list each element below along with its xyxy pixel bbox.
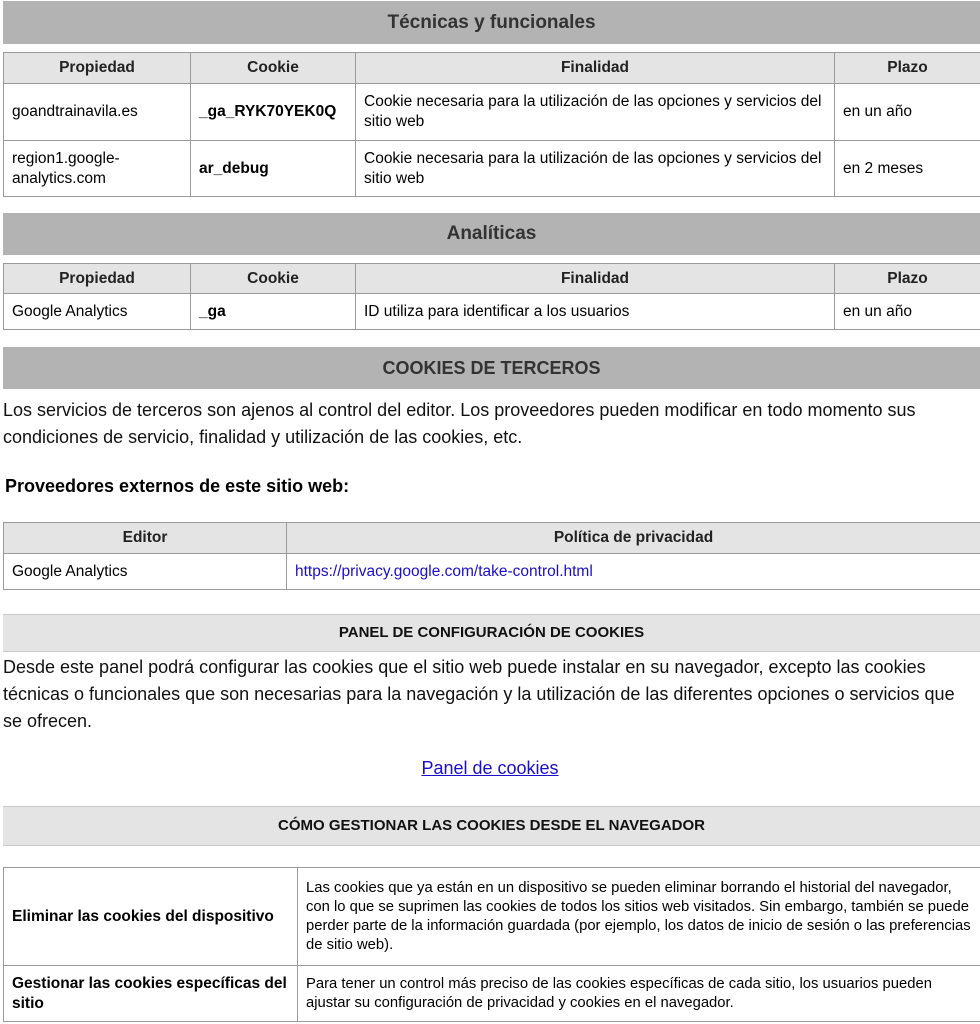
proveedores-table [3,522,980,590]
cell-finalidad: Cookie necesaria para la utilización de las opciones y servicios del sitio web [356,141,835,197]
table-row [4,294,980,330]
cell-accion: Eliminar las cookies del dispositivo [4,868,298,966]
cell-propiedad: region1.google-analytics.com [4,141,191,197]
panel-description: Desde este panel podrá configurar las cookies que el sitio web puede instalar en su navegador, excepto las cookies técnicas o funcionales que son necesarias para la navegación y la utilización de las diferentes opciones o servicios que se ofrecen. [3,657,955,731]
cell-accion: Gestionar las cookies específicas del sitio [4,966,298,1022]
cell-descripcion: Para tener un control más preciso de las cookies específicas de cada sitio, los usuarios pueden ajustar su configuración de privacidad y cookies en el navegador. [298,966,980,1022]
cell-cookie: _ga_RYK70YEK0Q [191,84,356,141]
cell-propiedad: Google Analytics [4,294,191,330]
analiticas-table [3,263,980,330]
section-title-terceros: COOKIES DE TERCEROS [3,347,980,389]
cookie-panel-link[interactable]: Panel de cookies [421,758,559,778]
header-cookie: Cookie [191,53,356,84]
privacy-policy-link[interactable]: https://privacy.google.com/take-control.html [287,554,980,590]
cell-editor: Google Analytics [4,554,287,590]
gestionar-table [3,867,980,1022]
cell-plazo: en 2 meses [835,141,980,197]
section-title-panel: PANEL DE CONFIGURACIÓN DE COOKIES [3,614,980,652]
header-cookie: Cookie [191,264,356,294]
cell-finalidad: Cookie necesaria para la utilización de las opciones y servicios del sitio web [356,84,835,141]
table-row [4,966,980,1022]
cell-propiedad: goandtrainavila.es [4,84,191,141]
tecnicas-table [3,52,980,197]
header-politica: Política de privacidad [287,523,980,554]
table-row [4,868,980,966]
header-plazo: Plazo [835,264,980,294]
cell-cookie: ar_debug [191,141,356,197]
cell-plazo: en un año [835,84,980,141]
cell-finalidad: ID utiliza para identificar a los usuarios [356,294,835,330]
table-row [4,84,980,141]
header-finalidad: Finalidad [356,264,835,294]
cell-descripcion: Las cookies que ya están en un dispositivo se pueden eliminar borrando el historial del navegador, con lo que se suprimen las cookies de todos los sitios web visitados. Sin embargo, también se puede perder parte de la información guardada (por ejemplo, los datos de inicio de sesión o las preferencias de sitio web). [298,868,980,966]
section-title-tecnicas: Técnicas y funcionales [3,1,980,44]
header-propiedad: Propiedad [4,264,191,294]
header-finalidad: Finalidad [356,53,835,84]
cell-plazo: en un año [835,294,980,330]
header-editor: Editor [4,523,287,554]
terceros-description: Los servicios de terceros son ajenos al control del editor. Los proveedores pueden modificar en todo momento sus condiciones de servicio, finalidad y utilización de las cookies, etc. [3,400,916,447]
cell-cookie: _ga [191,294,356,330]
section-title-analiticas: Analíticas [3,213,980,255]
proveedores-heading: Proveedores externos de este sitio web: [5,476,350,496]
table-row [4,554,980,590]
header-propiedad: Propiedad [4,53,191,84]
header-plazo: Plazo [835,53,980,84]
table-row [4,141,980,197]
section-title-gestionar: CÓMO GESTIONAR LAS COOKIES DESDE EL NAVEGADOR [3,806,980,846]
